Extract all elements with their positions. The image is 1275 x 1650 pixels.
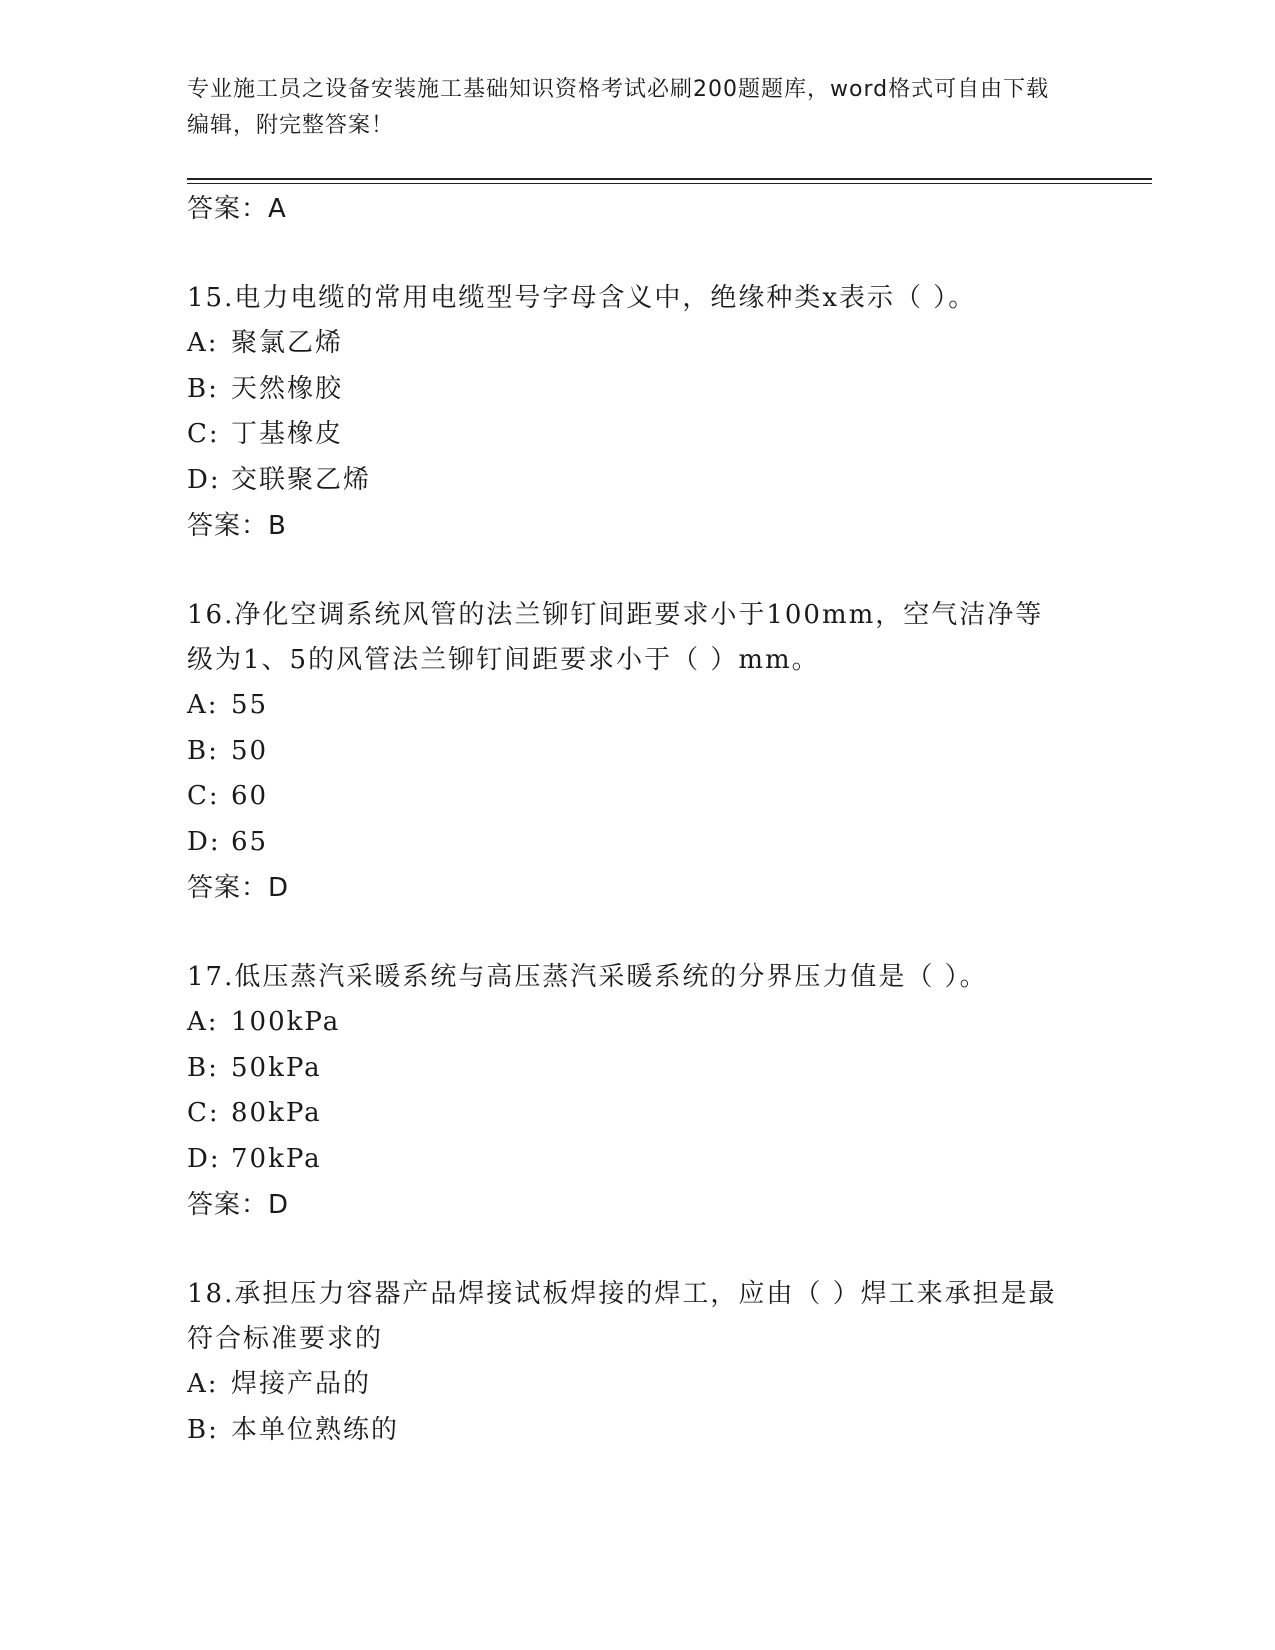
- option-text: 60: [231, 781, 269, 811]
- option-a: [187, 1000, 1087, 1046]
- option-text: 丁基橡皮: [231, 419, 344, 449]
- option-a: [187, 683, 1087, 729]
- question-list: [187, 186, 1087, 1453]
- option-text: 50kPa: [231, 1052, 322, 1083]
- option-text: 天然橡胶: [231, 373, 344, 404]
- option-a: [187, 1362, 1087, 1408]
- option-letter: A:: [187, 690, 219, 720]
- answer-line: 答案：D: [187, 873, 290, 903]
- question-text: 18.承担压力容器产品焊接试板焊接的焊工，应由（ ）焊工来承担是最符合标准要求的: [187, 1279, 1057, 1354]
- option-letter: B:: [187, 735, 219, 766]
- answer-line: 答案：A: [187, 194, 287, 224]
- header-intro-text: 专业施工员之设备安装施工基础知识资格考试必刷200题题库，word格式可自由下载编辑，附完整答案！: [187, 77, 1050, 138]
- option-b: [187, 729, 1087, 775]
- option-d: [187, 820, 1087, 866]
- option-text: 交联聚乙烯: [231, 464, 372, 495]
- option-letter: D:: [187, 464, 221, 495]
- question-text: 17.低压蒸汽采暖系统与高压蒸汽采暖系统的分界压力值是（ ）。: [187, 962, 988, 992]
- option-letter: C:: [187, 419, 220, 449]
- option-letter: B:: [187, 1052, 219, 1083]
- option-c: [187, 774, 1087, 820]
- question-block: [187, 955, 1087, 1228]
- option-text: 焊接产品的: [231, 1369, 372, 1399]
- answer-line: 答案：B: [187, 511, 287, 541]
- option-letter: C:: [187, 781, 220, 811]
- question-block: [187, 1272, 1087, 1453]
- option-letter: A:: [187, 1007, 219, 1037]
- option-c: [187, 412, 1087, 458]
- option-d: [187, 458, 1087, 504]
- question-block: [187, 276, 1087, 549]
- header-divider-thin: [187, 183, 1152, 184]
- option-text: 65: [231, 826, 269, 857]
- option-text: 55: [231, 690, 269, 720]
- option-d: [187, 1137, 1087, 1183]
- option-b: [187, 1408, 1087, 1454]
- answer-line: 答案：D: [187, 1190, 290, 1220]
- option-a: [187, 321, 1087, 367]
- option-letter: A:: [187, 328, 219, 358]
- option-letter: A:: [187, 1369, 219, 1399]
- option-text: 本单位熟练的: [231, 1414, 400, 1445]
- option-b: [187, 1046, 1087, 1092]
- option-letter: B:: [187, 1414, 219, 1445]
- option-letter: C:: [187, 1098, 220, 1128]
- option-letter: B:: [187, 373, 219, 404]
- option-text: 聚氯乙烯: [231, 328, 344, 358]
- option-text: 50: [231, 735, 269, 766]
- question-block: [187, 593, 1087, 911]
- option-b: [187, 367, 1087, 413]
- option-letter: D:: [187, 1143, 221, 1174]
- option-text: 80kPa: [231, 1098, 322, 1128]
- option-letter: D:: [187, 826, 221, 857]
- question-text: 16.净化空调系统风管的法兰铆钉间距要求小于100mm，空气洁净等级为1、5的风管法兰铆钉间距要求小于（ ）mm。: [187, 600, 1044, 675]
- option-c: [187, 1091, 1087, 1137]
- question-text: 15.电力电缆的常用电缆型号字母含义中，绝缘种类x表示（ ）。: [187, 283, 977, 313]
- option-text: 100kPa: [231, 1007, 341, 1037]
- header-divider-thick: [187, 178, 1152, 180]
- option-text: 70kPa: [231, 1143, 322, 1174]
- document-header: [187, 72, 1067, 144]
